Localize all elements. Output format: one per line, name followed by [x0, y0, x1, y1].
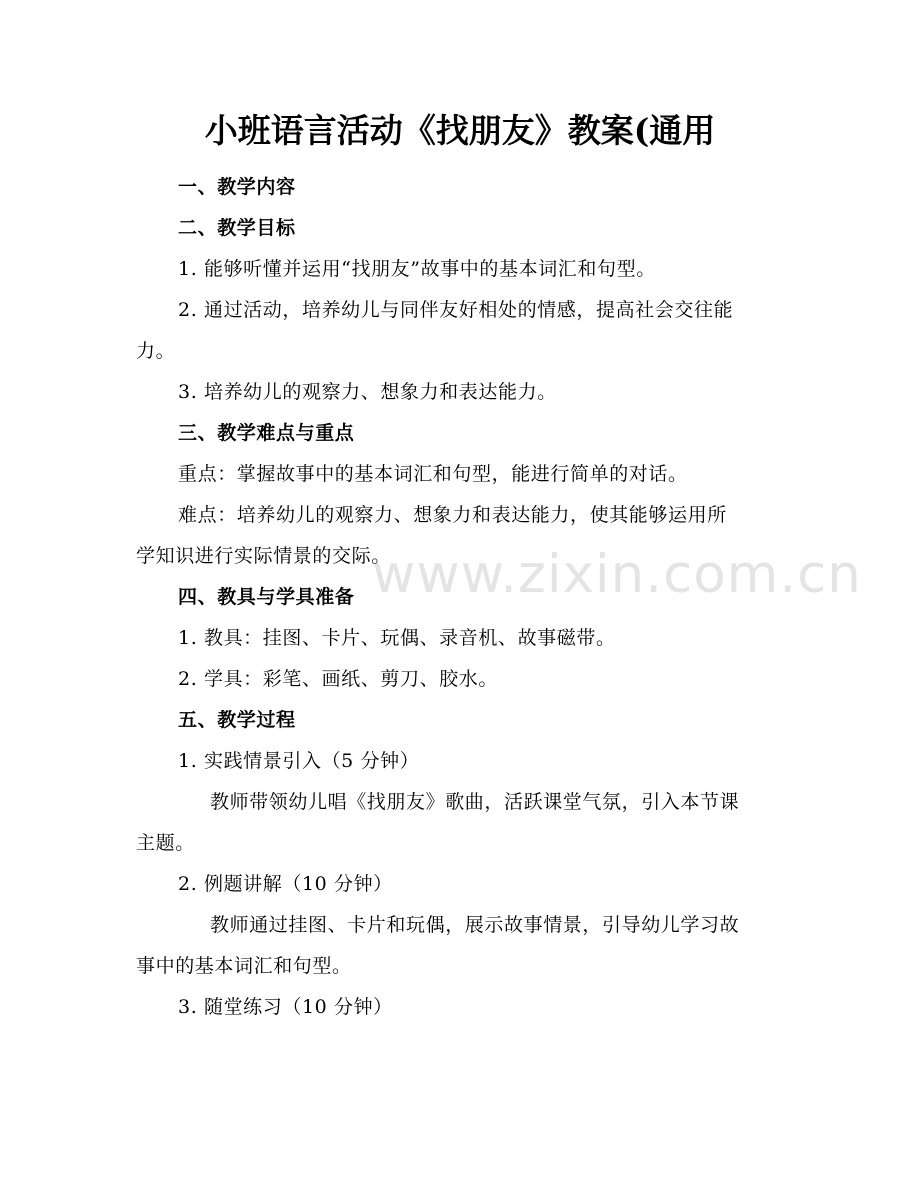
process-step-2-text: 教师通过挂图、卡片和玩偶，展示故事情景，引导幼儿学习故 [210, 914, 740, 936]
process-step-1-text: 教师带领幼儿唱《找朋友》歌曲，活跃课堂气氛，引入本节课 [210, 791, 740, 813]
watermark: www.zixin.com.cn [372, 544, 862, 605]
section-heading-content: 一、教学内容 [178, 176, 296, 198]
difficulty-text: 难点：培养幼儿的观察力、想象力和表达能力，使其能够运用所 [178, 504, 727, 526]
process-step-3: 3. 随堂练习（10 分钟） [178, 996, 393, 1018]
materials-item-teacher: 1. 教具：挂图、卡片、玩偶、录音机、故事磁带。 [178, 627, 616, 649]
process-step-2-text-continuation: 事中的基本词汇和句型。 [136, 955, 352, 977]
goal-item-2: 2. 通过活动，培养幼儿与同伴友好相处的情感，提高社会交往能 [178, 299, 734, 321]
goal-item-3: 3. 培养幼儿的观察力、想象力和表达能力。 [178, 381, 557, 403]
section-heading-process: 五、教学过程 [178, 709, 296, 731]
process-step-2: 2. 例题讲解（10 分钟） [178, 873, 393, 895]
key-point-text: 重点：掌握故事中的基本词汇和句型，能进行简单的对话。 [178, 463, 688, 485]
process-step-1-text-continuation: 主题。 [136, 832, 195, 854]
goal-item-1: 1. 能够听懂并运用“找朋友”故事中的基本词汇和句型。 [178, 258, 656, 280]
document-title: 小班语言活动《找朋友》教案(通用 [204, 111, 716, 150]
difficulty-text-continuation: 学知识进行实际情景的交际。 [136, 545, 391, 567]
section-heading-key-points: 三、教学难点与重点 [178, 422, 355, 444]
materials-item-student: 2. 学具：彩笔、画纸、剪刀、胶水。 [178, 668, 498, 690]
goal-item-2-continuation: 力。 [136, 340, 176, 362]
section-heading-goals: 二、教学目标 [178, 217, 296, 239]
process-step-1: 1. 实践情景引入（5 分钟） [178, 750, 420, 772]
section-heading-materials: 四、教具与学具准备 [178, 586, 355, 608]
